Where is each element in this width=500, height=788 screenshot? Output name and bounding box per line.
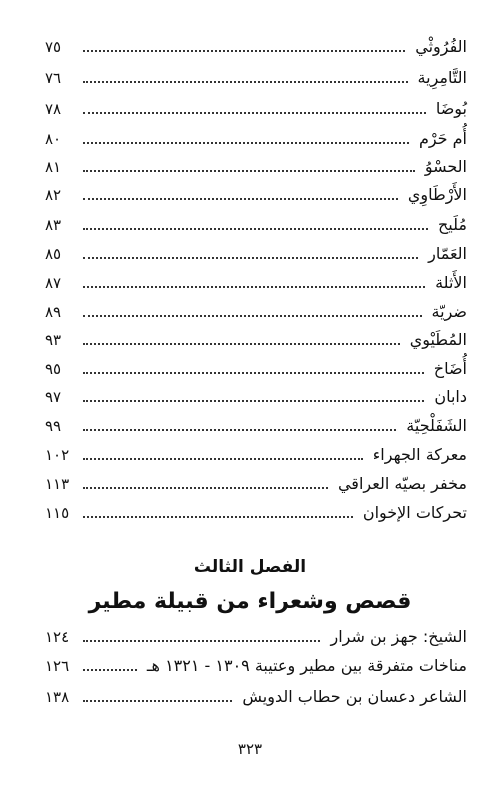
toc-page-number: ١٢٤	[45, 628, 70, 646]
toc-leader-dots	[83, 400, 424, 402]
toc-entry	[45, 469, 467, 495]
toc-entry-title: أُم حَرْم	[418, 129, 467, 148]
toc-leader-dots	[83, 640, 320, 642]
toc-leader-dots	[83, 50, 405, 52]
toc-leader-dots	[83, 257, 418, 259]
toc-page-number: ٧٨	[45, 100, 62, 118]
toc-page-number: ١٣٨	[45, 688, 70, 706]
toc-leader-dots	[83, 372, 424, 374]
toc-leader-dots	[83, 81, 408, 83]
toc-page-number: ١١٣	[45, 475, 70, 493]
toc-leader-dots	[83, 198, 398, 200]
toc-entry-title: العَمّار	[428, 244, 467, 263]
toc-leader-dots	[83, 286, 425, 288]
toc-leader-dots	[83, 700, 232, 702]
chapter-label: الفصل الثالث	[193, 557, 307, 577]
toc-leader-dots	[83, 228, 428, 230]
toc-page-number: ٩٥	[45, 360, 62, 378]
toc-leader-dots	[83, 343, 400, 345]
toc-leader-dots	[83, 170, 415, 172]
toc-entry	[45, 268, 467, 294]
toc-entry-title: ضريّة	[431, 302, 467, 321]
toc-entry-title: التَّامِرِية	[417, 68, 467, 87]
toc-page-number: ١١٥	[45, 504, 70, 522]
toc-entry-title: تحركات الإخوان	[362, 503, 467, 522]
toc-entry	[45, 32, 467, 58]
toc-leader-dots	[83, 669, 137, 671]
toc-entry	[45, 210, 467, 236]
toc-page-number: ٨١	[45, 158, 62, 176]
page-number: ٣٢٣	[237, 740, 263, 758]
toc-entry	[45, 498, 467, 524]
toc-entry-title: مخفر بصيّه العراقي	[337, 474, 467, 493]
toc-entry	[45, 180, 467, 206]
toc-entry	[45, 239, 467, 265]
toc-page-number: ٨٧	[45, 274, 62, 292]
toc-page-number: ٨٥	[45, 245, 62, 263]
toc-entry-title: أُضَاخ	[433, 359, 467, 378]
toc-entry-title: مناخات متفرقة بين مطير وعتيبة ١٣٠٩ - ١٣٢١ هـ	[146, 656, 467, 675]
toc-leader-dots	[83, 458, 363, 460]
toc-entry	[45, 124, 467, 150]
toc-entry	[45, 622, 467, 648]
toc-entry-title: المُطَيْوي	[409, 330, 467, 349]
toc-leader-dots	[83, 142, 409, 144]
toc-entry	[45, 297, 467, 323]
toc-entry	[45, 411, 467, 437]
toc-entry-title: الأَرْطَاوِي	[407, 185, 467, 204]
toc-entry-title: معركة الجهراء	[372, 445, 467, 464]
toc-entry	[45, 682, 467, 708]
toc-entry	[45, 651, 467, 677]
toc-entry-title: الفُرُوثْي	[415, 37, 467, 56]
toc-entry	[45, 382, 467, 408]
toc-entry-title: الشيخ: جهز بن شرار	[330, 627, 467, 646]
toc-page-number: ٧٥	[45, 38, 62, 56]
toc-entry	[45, 440, 467, 466]
toc-page-number: ٨٣	[45, 216, 62, 234]
toc-entry	[45, 152, 467, 178]
toc-leader-dots	[83, 315, 422, 317]
toc-entry	[45, 325, 467, 351]
toc-entry-title: الشَفَلْحِيّة	[406, 416, 467, 435]
toc-entry	[45, 94, 467, 120]
toc-entry	[45, 354, 467, 380]
chapter-title: قصص وشعراء من قبيلة مطير	[88, 589, 412, 614]
toc-entry-title: مُلَيح	[437, 215, 467, 234]
toc-page-number: ٨٠	[45, 130, 62, 148]
toc-leader-dots	[83, 487, 328, 489]
toc-page-number: ١٢٦	[45, 657, 70, 675]
toc-entry-title: دابان	[434, 387, 467, 406]
toc-page-number: ٩٩	[45, 417, 62, 435]
toc-entry-title: الأَثلة	[435, 273, 467, 292]
toc-page-number: ١٠٢	[45, 446, 70, 464]
toc-entry-title: الشاعر دعسان بن حطاب الدويش	[242, 687, 467, 706]
toc-page-number: ٨٩	[45, 303, 62, 321]
toc-entry	[45, 63, 467, 89]
toc-page-number: ٩٧	[45, 388, 62, 406]
toc-leader-dots	[83, 516, 353, 518]
toc-leader-dots	[83, 429, 396, 431]
toc-leader-dots	[83, 112, 426, 114]
toc-page-number: ٨٢	[45, 186, 62, 204]
toc-page-number: ٧٦	[45, 69, 62, 87]
toc-entry-title: الحسْوُ	[424, 157, 467, 176]
toc-entry-title: بُوضَا	[435, 99, 467, 118]
toc-page-number: ٩٣	[45, 331, 62, 349]
